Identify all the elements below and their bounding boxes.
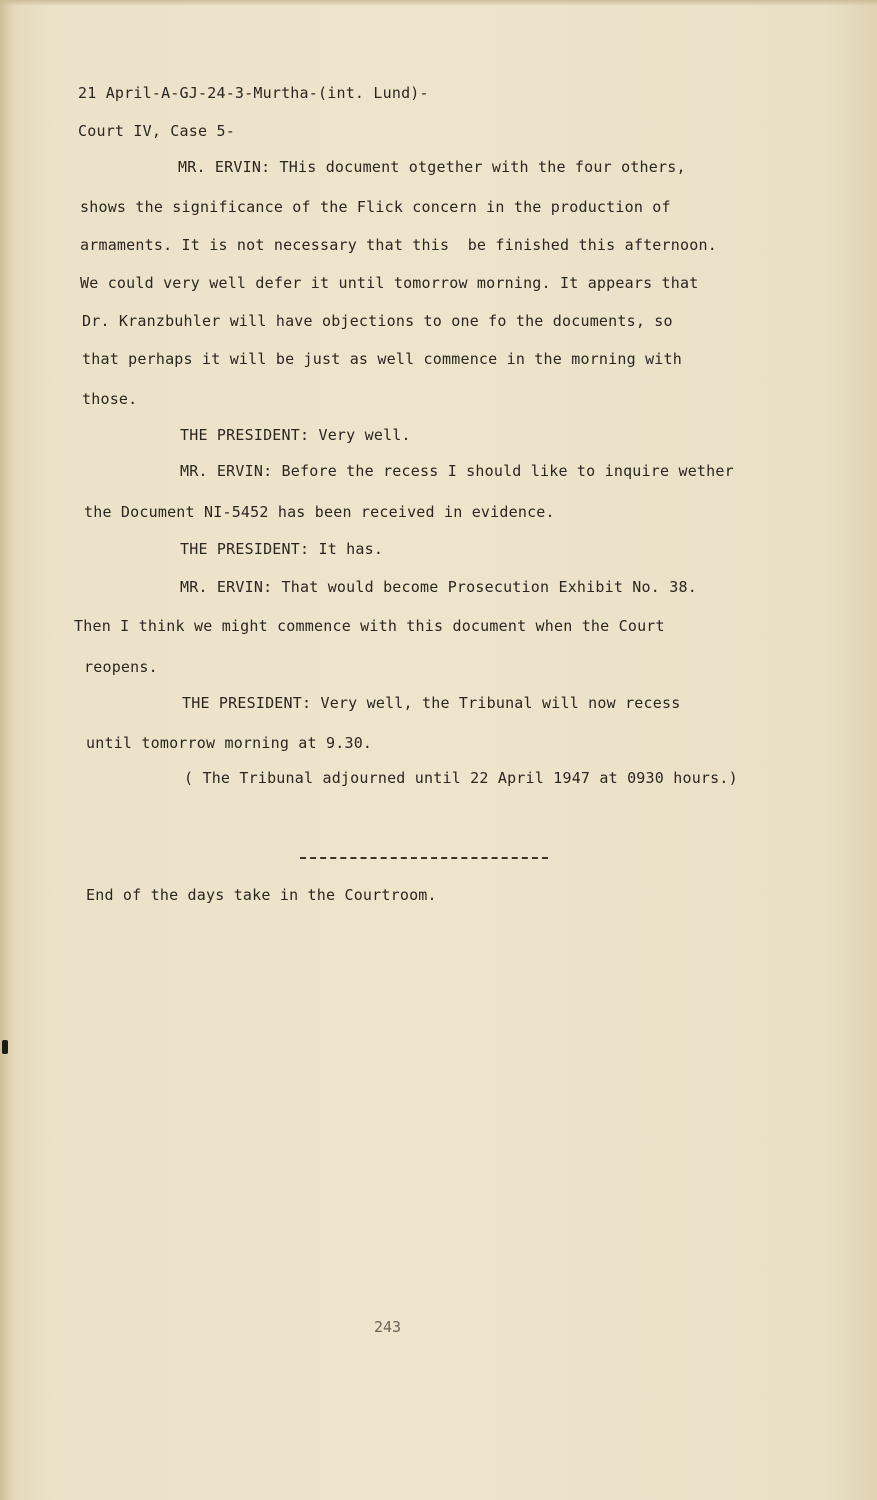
transcript-line: MR. ERVIN: Before the recess I should like to inquire wether <box>180 462 734 480</box>
transcript-line: THE PRESIDENT: It has. <box>180 540 384 558</box>
transcript-line: Dr. Kranzbuhler will have objections to one fo the documents, so <box>82 312 673 330</box>
transcript-line: reopens. <box>84 658 158 676</box>
page-number: 243 <box>374 1318 402 1336</box>
paper-top-shadow <box>0 0 877 6</box>
paper-edge-shadow <box>0 0 14 1500</box>
transcript-line: ( The Tribunal adjourned until 22 April 1947 at 0930 hours.) <box>184 769 738 787</box>
transcript-line: the Document NI-5452 has been received in evidence. <box>84 503 555 521</box>
transcript-line: those. <box>82 390 138 408</box>
footer-note: End of the days take in the Courtroom. <box>86 886 437 904</box>
transcript-line: armaments. It is not necessary that this be finished this afternoon. <box>80 236 717 254</box>
transcript-line: MR. ERVIN: That would become Prosecution Exhibit No. 38. <box>180 578 697 596</box>
transcript-line: THE PRESIDENT: Very well, the Tribunal will now recess <box>182 694 681 712</box>
transcript-line: that perhaps it will be just as well commence in the morning with <box>82 350 682 368</box>
transcript-line: shows the significance of the Flick concern in the production of <box>80 198 671 216</box>
transcript-line: MR. ERVIN: THis document otgether with the four others, <box>178 158 686 176</box>
header-line-2: Court IV, Case 5- <box>78 122 235 140</box>
header-line-1: 21 April-A-GJ-24-3-Murtha-(int. Lund)- <box>78 84 429 102</box>
transcript-line: Then I think we might commence with this document when the Court <box>74 617 665 635</box>
transcript-line: THE PRESIDENT: Very well. <box>180 426 411 444</box>
binding-mark <box>2 1040 8 1054</box>
transcript-line: We could very well defer it until tomorrow morning. It appears that <box>80 274 699 292</box>
transcript-line: until tomorrow morning at 9.30. <box>86 734 373 752</box>
section-divider <box>300 857 548 859</box>
